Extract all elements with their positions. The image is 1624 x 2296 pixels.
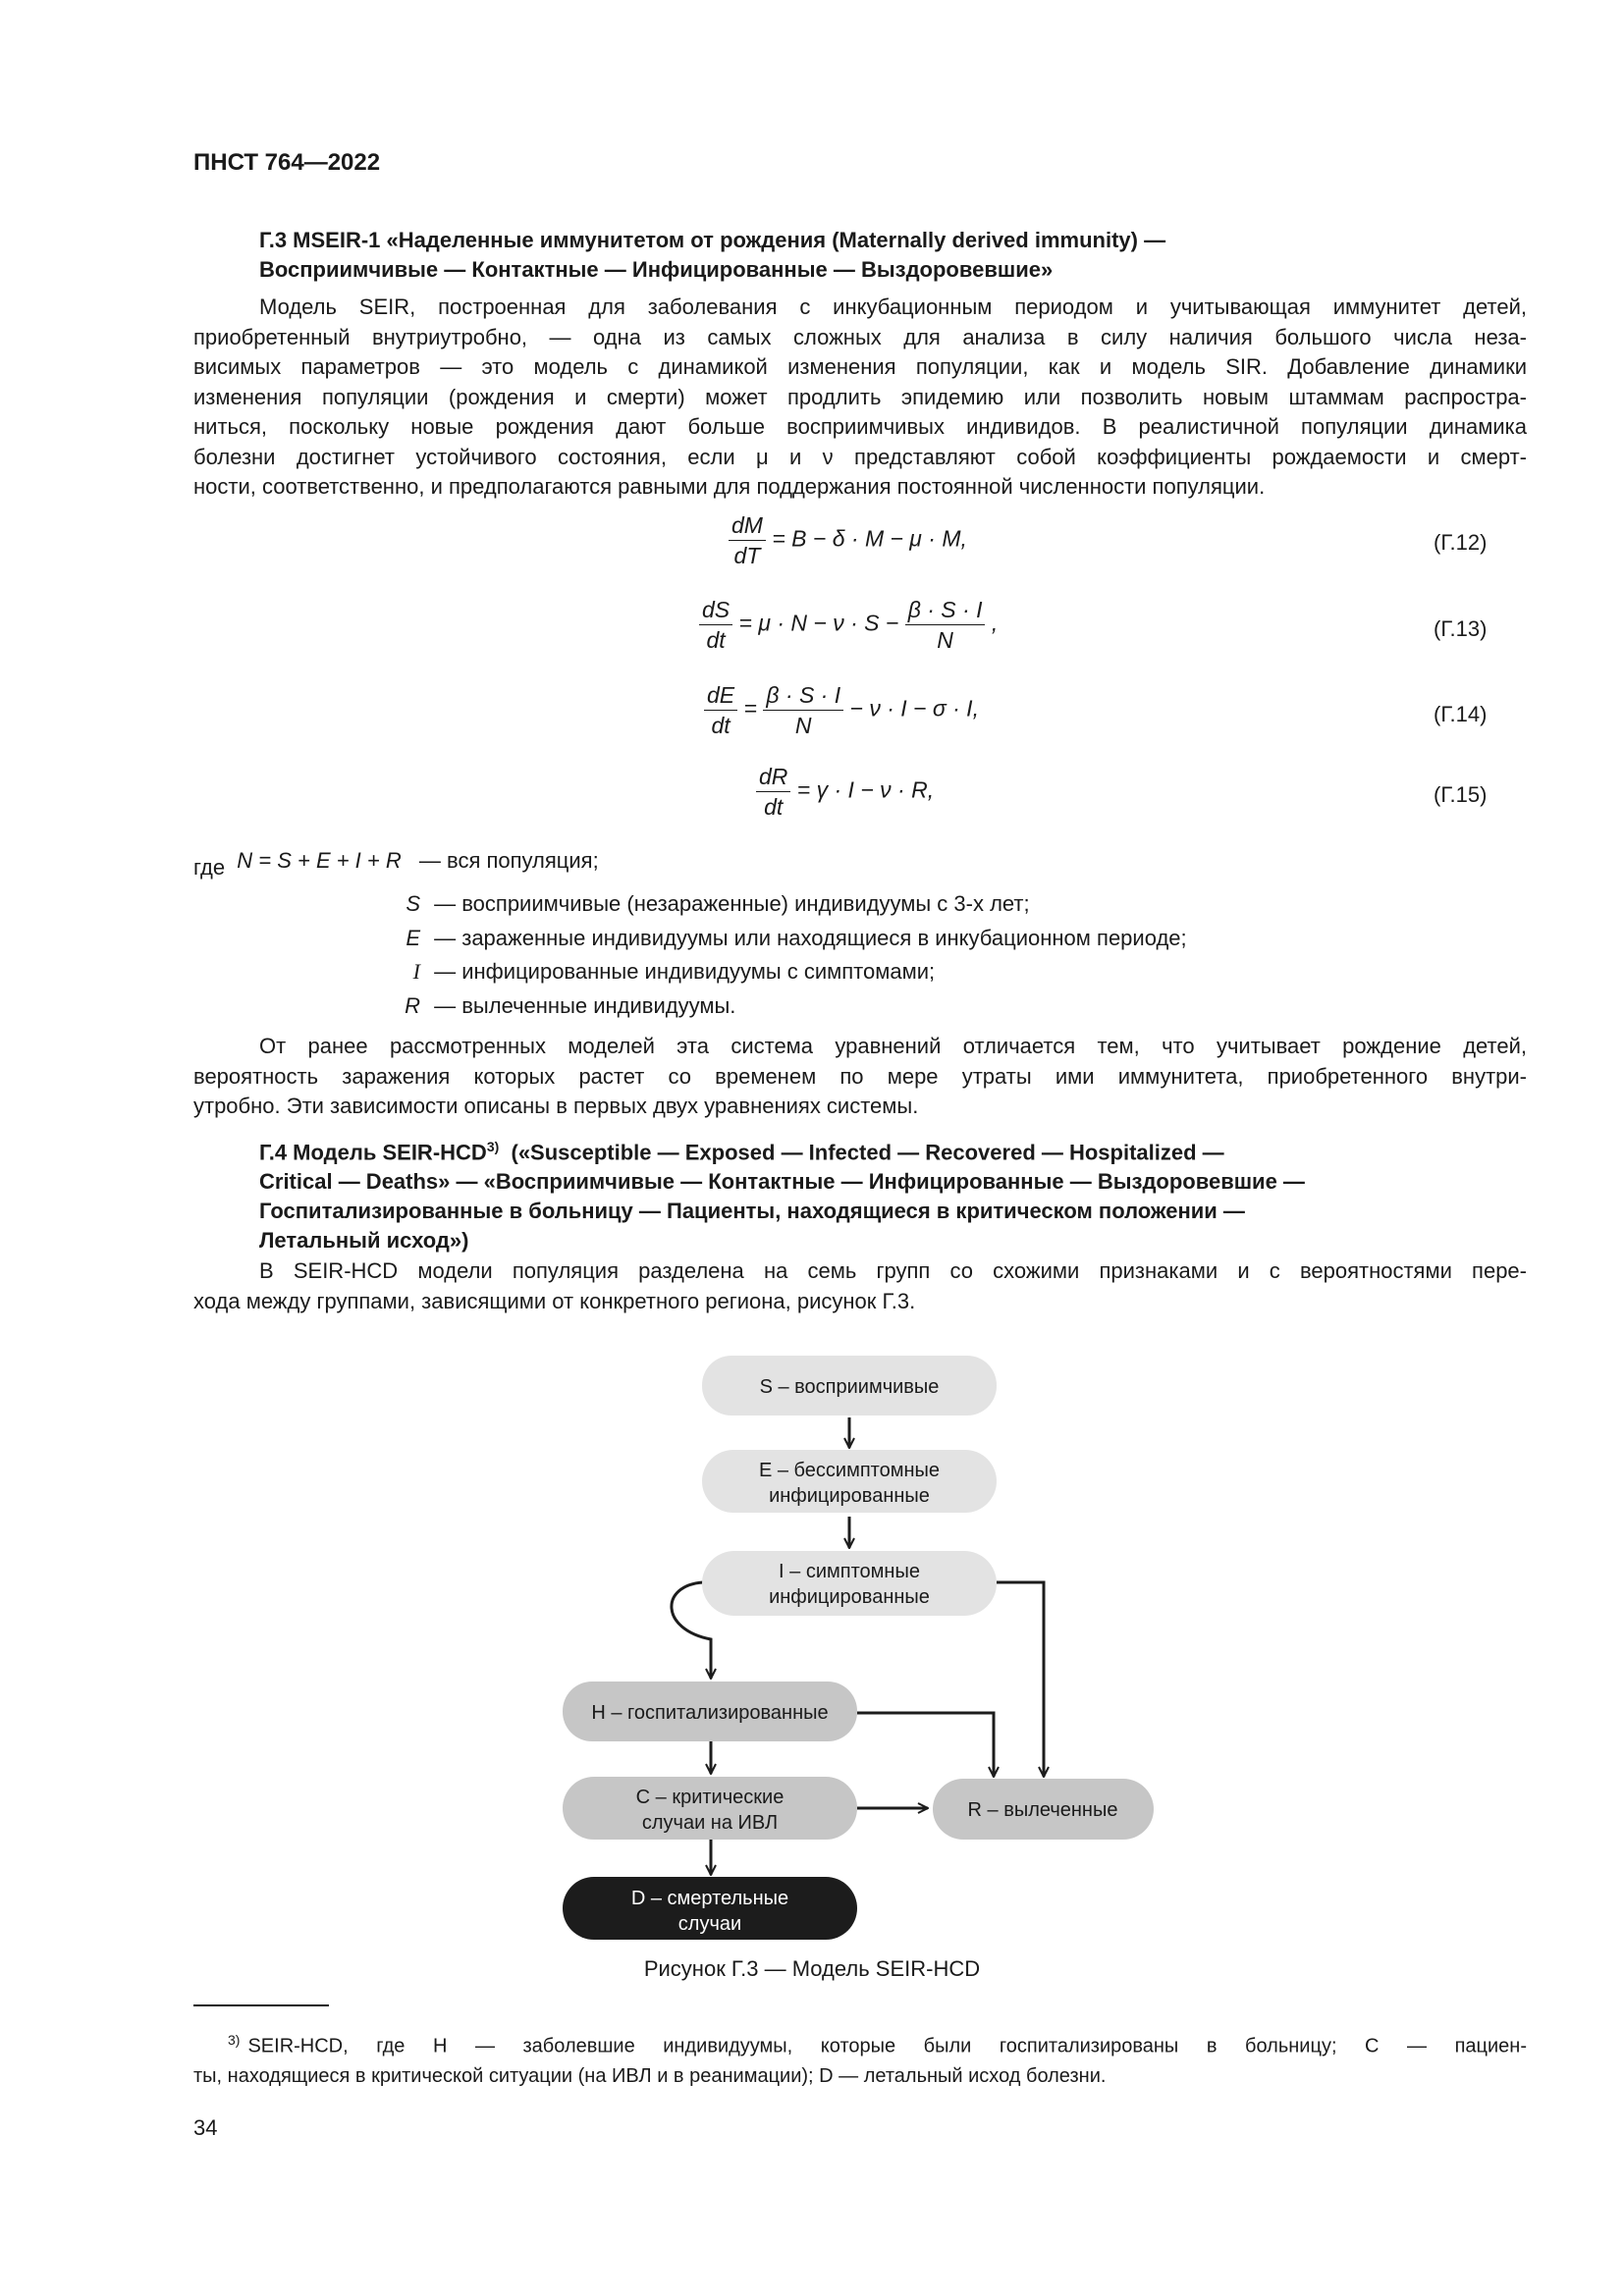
node-c-label-line2: случаи на ИВЛ bbox=[641, 1812, 779, 1834]
fraction-numerator: dS bbox=[699, 595, 732, 625]
paragraph-line: приобретенный внутриутробно, — одна из самых сложных для анализа в силу наличия большого числа неза- bbox=[193, 324, 1527, 349]
equation-rhs-part-a: = bbox=[743, 695, 757, 721]
paragraph-line: Модель SEIR, построенная для заболевания с инкубационным периодом и учитывающая иммунитет детей, bbox=[259, 294, 1527, 319]
section-g3-title-line2: Восприимчивые — Контактные — Инфицированные — Выздоровевшие» bbox=[259, 257, 1054, 282]
section-g4-title-rest: («Susceptible — Exposed — Infected — Recovered — Hospitalized — bbox=[499, 1140, 1224, 1165]
paragraph-line: От ранее рассмотренных моделей эта система уравнений отличается тем, что учитывает рождение детей, bbox=[259, 1034, 1527, 1058]
footnote-text-line1: SEIR-HCD, где H — заболевшие индивидуумы, которые были госпитализированы в больницу; C — пациен- bbox=[247, 2035, 1527, 2057]
equation-rhs-part-b: , bbox=[991, 610, 999, 636]
node-i-label-line2: инфицированные bbox=[769, 1586, 930, 1608]
paragraph-line: хода между группами, зависящими от конкретного региона, рисунок Г.3. bbox=[193, 1288, 916, 1313]
definition-symbol: S bbox=[406, 891, 420, 916]
paragraph-line: вероятность заражения которых растет со временем по мере утраты ими иммунитета, приобретенного внутри- bbox=[193, 1063, 1527, 1089]
section-g4-title-line3: Госпитализированные в больницу — Пациенты, находящиеся в критическом положении — bbox=[259, 1199, 1245, 1224]
arrow-h-to-r bbox=[857, 1713, 994, 1777]
page-number: 34 bbox=[193, 2115, 218, 2140]
footnote bbox=[193, 2025, 1527, 2091]
population-formula: N = S + E + I + R bbox=[237, 848, 402, 873]
equation-rhs-part-b: − ν · I − σ · I, bbox=[849, 695, 979, 721]
paragraph-line: ности, соответственно, и предполагаются равными для поддержания постоянной численности популяции. bbox=[193, 474, 1266, 499]
footnote-line2: ты, находящиеся в критической ситуации (на ИВЛ и в реанимации); D — летальный исход болезни. bbox=[193, 2064, 1107, 2087]
paragraph-line: утробно. Эти зависимости описаны в первых двух уравнениях системы. bbox=[193, 1094, 919, 1118]
footnote-reference: 3) bbox=[486, 1139, 500, 1154]
node-r-label: R – вылеченные bbox=[967, 1799, 1118, 1821]
section-g4-title-line4: Летальный исход») bbox=[259, 1228, 469, 1254]
section-g4-title-start: Г.4 Модель SEIR-HCD bbox=[259, 1140, 487, 1165]
node-c-label-line1: C – критические bbox=[635, 1787, 785, 1808]
definition-description: — вылеченные индивидуумы. bbox=[434, 992, 736, 1018]
node-i-label-line1: I – симптомные bbox=[779, 1561, 920, 1582]
equation-rhs-part-a: = μ · N − ν · S − bbox=[738, 610, 899, 636]
fraction-numerator: β · S · I bbox=[905, 595, 986, 625]
section-g4-title-line2: Critical — Deaths» — «Восприимчивые — Контактные — Инфицированные — Выздоровевшие — bbox=[259, 1169, 1305, 1195]
paragraph-line: болезни достигнет устойчивого состояния, если μ и ν представляют собой коэффициенты рождаемости и смерт- bbox=[193, 444, 1527, 469]
definition-symbol: I bbox=[412, 959, 420, 984]
fraction-numerator: dR bbox=[756, 762, 790, 792]
fraction-denominator: dt bbox=[711, 713, 731, 738]
fraction-numerator: β · S · I bbox=[763, 680, 843, 711]
equation-number: (Г.14) bbox=[1434, 702, 1488, 726]
node-d-label-line2: случаи bbox=[677, 1913, 742, 1935]
footnote-line1 bbox=[193, 2025, 1527, 2061]
fraction-denominator: N bbox=[794, 713, 812, 738]
definition-description: — инфицированные индивидуумы с симптомами; bbox=[434, 959, 936, 984]
equation-number: (Г.13) bbox=[1434, 616, 1488, 641]
where-word: где bbox=[193, 855, 226, 880]
fraction-denominator: dt bbox=[706, 627, 726, 653]
section-g3-title-line1: Г.3 MSEIR-1 «Наделенные иммунитетом от рождения (Maternally derived immunity) — bbox=[259, 228, 1166, 252]
population-description: — вся популяция; bbox=[418, 848, 599, 873]
definition-description: — восприимчивые (незараженные) индивидуумы с 3-х лет; bbox=[434, 891, 1030, 916]
paragraph-line: изменения популяции (рождения и смерти) может продлить эпидемию или позволить новым штаммам распростра- bbox=[193, 384, 1527, 409]
paragraph-line: висимых параметров — это модель с динамикой изменения популяции, как и модель SIR. Добавление динамики bbox=[193, 354, 1527, 379]
arrow-i-to-r bbox=[997, 1582, 1044, 1777]
definition-description: — зараженные индивидуумы или находящиеся в инкубационном периоде; bbox=[434, 925, 1187, 950]
node-h-label: H – госпитализированные bbox=[591, 1702, 829, 1724]
equation-number: (Г.15) bbox=[1434, 782, 1488, 807]
figure-caption: Рисунок Г.3 — Модель SEIR-HCD bbox=[643, 1956, 981, 1981]
definition-symbol: E bbox=[406, 925, 420, 950]
node-d-label-line1: D – смертельные bbox=[630, 1888, 789, 1909]
node-e-label-line1: E – бессимптомные bbox=[758, 1460, 941, 1481]
fraction-denominator: dT bbox=[733, 543, 761, 568]
document-id: ПНСТ 764—2022 bbox=[193, 149, 381, 176]
equation-rhs: = B − δ · M − μ · M, bbox=[772, 525, 967, 552]
fraction-denominator: N bbox=[937, 627, 953, 653]
fraction-numerator: dM bbox=[729, 510, 766, 541]
footnote-separator bbox=[193, 2004, 329, 2006]
definition-symbol: R bbox=[405, 992, 420, 1018]
equation-rhs: = γ · I − ν · R, bbox=[796, 776, 935, 803]
paragraph-line: В SEIR-HCD модели популяция разделена на семь групп со схожими признаками и с вероятностями пере- bbox=[259, 1258, 1527, 1283]
node-e-label-line2: инфицированные bbox=[769, 1485, 930, 1507]
fraction-numerator: dE bbox=[704, 680, 737, 711]
paragraph-line: ниться, поскольку новые рождения дают больше восприимчивых индивидов. В реалистичной популяции динамика bbox=[193, 414, 1527, 439]
fraction-denominator: dt bbox=[764, 794, 784, 820]
node-s-label: S – восприимчивые bbox=[759, 1376, 940, 1398]
footnote-mark: 3) bbox=[228, 2032, 241, 2048]
equation-number: (Г.12) bbox=[1434, 530, 1488, 555]
